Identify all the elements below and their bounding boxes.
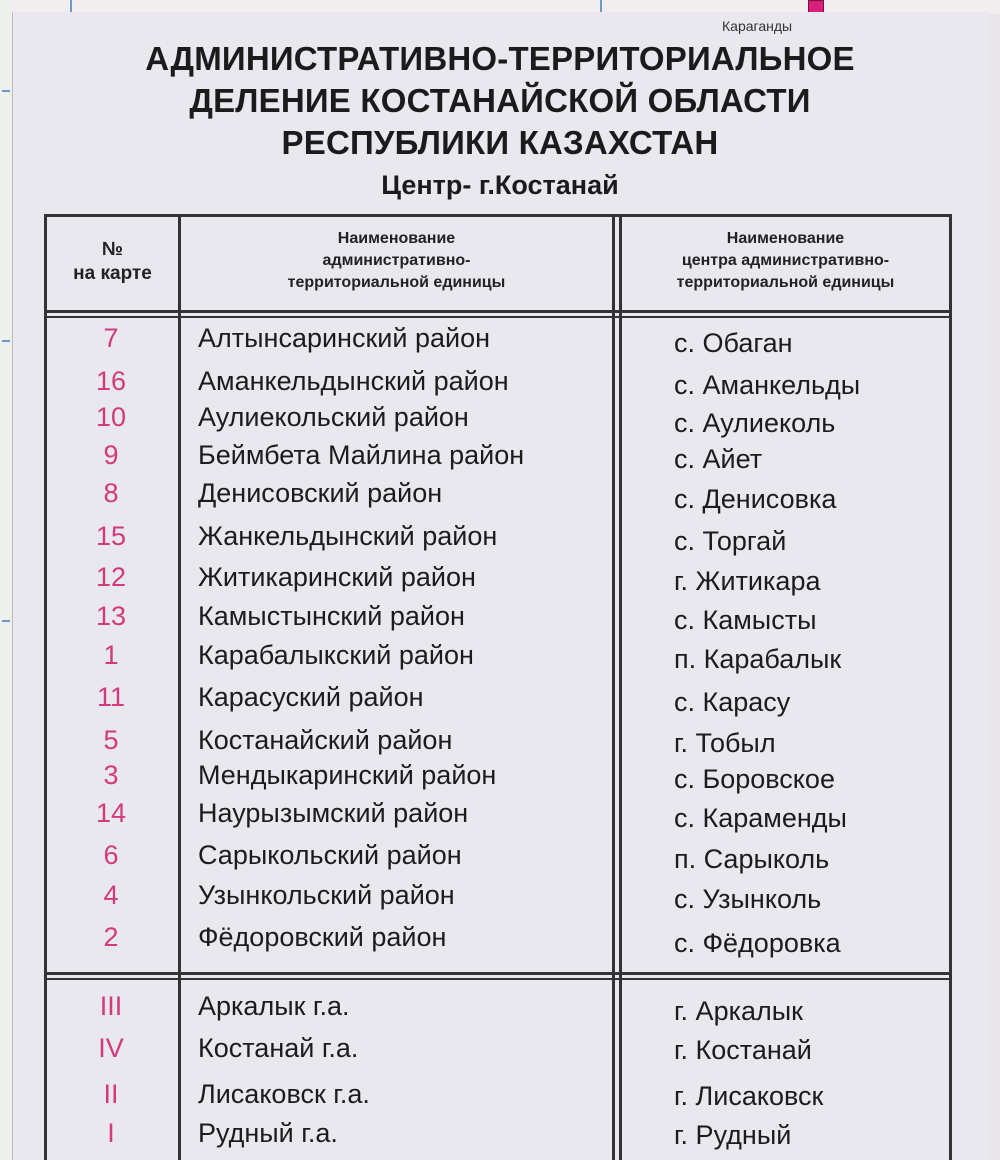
header-number: № на карте bbox=[73, 239, 152, 284]
row-unit-name: Алтынсаринский район bbox=[198, 323, 490, 353]
row-map-number: 13 bbox=[95, 601, 127, 631]
page-title bbox=[0, 38, 1000, 164]
row-map-number: 14 bbox=[95, 798, 127, 828]
row-map-number: 7 bbox=[103, 323, 119, 353]
header-center-name: Наименование центра административно- территориальной единицы bbox=[676, 230, 895, 291]
row-map-number: 4 bbox=[103, 880, 119, 910]
row-unit-name: Карасуский район bbox=[198, 682, 424, 712]
row-unit-name: Житикаринский район bbox=[198, 562, 476, 592]
row-unit-name: Наурызымский район bbox=[198, 798, 469, 828]
administrative-center: Центр- г.Костанай bbox=[381, 170, 619, 200]
row-unit-name: Сарыкольский район bbox=[198, 840, 462, 870]
row-unit-name: Костанай г.а. bbox=[198, 1033, 359, 1063]
map-city-label: Караганды bbox=[722, 18, 793, 34]
map-road-line bbox=[2, 620, 10, 622]
row-unit-name: Лисаковск г.а. bbox=[198, 1079, 370, 1109]
row-map-number: IV bbox=[98, 1033, 124, 1063]
row-center-name: с. Аулиеколь bbox=[674, 408, 836, 438]
row-map-number: 8 bbox=[103, 478, 119, 508]
row-center-name: г. Житикара bbox=[674, 566, 821, 596]
row-unit-name: Костанайский район bbox=[198, 725, 453, 755]
row-center-name: с. Фёдоровка bbox=[674, 928, 841, 958]
row-center-name: г. Аркалык bbox=[674, 996, 803, 1026]
row-center-name: с. Обаган bbox=[674, 328, 793, 358]
row-unit-name: Денисовский район bbox=[198, 478, 443, 508]
row-map-number: 11 bbox=[96, 682, 126, 712]
row-unit-name: Камыстынский район bbox=[198, 601, 465, 631]
header-unit-name: Наименование административно- территориальной единицы bbox=[287, 230, 506, 291]
row-unit-name: Жанкельдынский район bbox=[198, 521, 498, 551]
row-map-number: 16 bbox=[95, 366, 127, 396]
section-divider bbox=[44, 978, 952, 980]
row-center-name: с. Камысты bbox=[674, 605, 817, 635]
row-center-name: с. Карасу bbox=[674, 687, 791, 717]
row-unit-name: Рудный г.а. bbox=[198, 1118, 338, 1148]
row-unit-name: Карабалыкский район bbox=[198, 640, 474, 670]
row-center-name: г. Лисаковск bbox=[674, 1081, 824, 1111]
row-unit-name: Аркалык г.а. bbox=[198, 991, 350, 1021]
row-map-number: 12 bbox=[95, 562, 127, 592]
row-unit-name: Мендыкаринский район bbox=[198, 760, 497, 790]
row-map-number: 15 bbox=[95, 521, 127, 551]
row-center-name: г. Рудный bbox=[674, 1120, 792, 1150]
header-divider bbox=[44, 316, 952, 318]
row-map-number: 3 bbox=[103, 760, 119, 790]
section-divider bbox=[44, 972, 952, 975]
row-center-name: с. Боровское bbox=[674, 764, 835, 794]
row-map-number: 10 bbox=[95, 402, 127, 432]
row-map-number: III bbox=[99, 991, 123, 1021]
row-unit-name: Аулиекольский район bbox=[198, 402, 469, 432]
column-divider bbox=[612, 214, 615, 1160]
row-map-number: 5 bbox=[103, 725, 119, 755]
row-map-number: II bbox=[103, 1079, 119, 1109]
header-divider bbox=[44, 310, 952, 313]
row-unit-name: Аманкельдынский район bbox=[198, 366, 509, 396]
map-road-line bbox=[2, 340, 10, 342]
row-unit-name: Фёдоровский район bbox=[198, 922, 447, 952]
row-center-name: п. Сарыколь bbox=[674, 844, 830, 874]
column-divider bbox=[178, 214, 181, 1160]
row-center-name: с. Аманкельды bbox=[674, 370, 861, 400]
title-line-3: РЕСПУБЛИКИ КАЗАХСТАН bbox=[281, 124, 719, 161]
row-center-name: г. Костанай bbox=[674, 1035, 812, 1065]
row-center-name: г. Тобыл bbox=[674, 728, 776, 758]
title-line-1: АДМИНИСТРАТИВНО-ТЕРРИТОРИАЛЬНОЕ bbox=[145, 40, 855, 77]
row-map-number: 6 bbox=[103, 840, 119, 870]
row-unit-name: Беймбета Майлина район bbox=[198, 440, 525, 470]
row-center-name: с. Караменды bbox=[674, 803, 847, 833]
map-road-line bbox=[70, 0, 72, 12]
row-unit-name: Узынкольский район bbox=[198, 880, 455, 910]
row-center-name: с. Денисовка bbox=[674, 484, 837, 514]
map-road-line bbox=[600, 0, 602, 12]
row-map-number: 2 bbox=[103, 922, 119, 952]
row-center-name: с. Айет bbox=[674, 444, 763, 474]
row-center-name: п. Карабалык bbox=[674, 644, 842, 674]
column-divider bbox=[619, 214, 622, 1160]
row-map-number: 9 bbox=[103, 440, 119, 470]
row-map-number: I bbox=[107, 1118, 115, 1148]
row-center-name: с. Узынколь bbox=[674, 884, 822, 914]
row-map-number: 1 bbox=[103, 640, 119, 670]
title-line-2: ДЕЛЕНИЕ КОСТАНАЙСКОЙ ОБЛАСТИ bbox=[189, 82, 811, 119]
row-center-name: с. Торгай bbox=[674, 526, 787, 556]
